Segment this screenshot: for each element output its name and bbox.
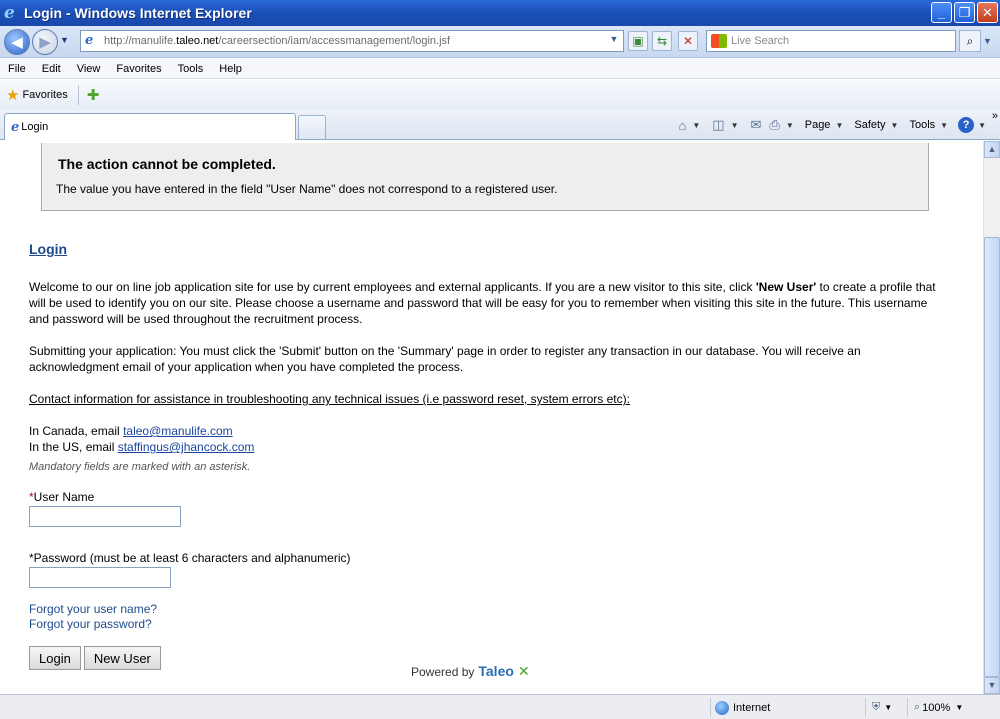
add-to-favorites-bar-icon[interactable]: ✚ (86, 87, 100, 104)
password-label-text: Password (must be at least 6 characters and alphanumeric) (33, 551, 351, 565)
security-zone (710, 698, 865, 717)
stop-button[interactable] (678, 31, 698, 51)
vertical-scrollbar[interactable] (983, 141, 1000, 694)
powered-by-footer (411, 663, 530, 680)
feeds-icon[interactable]: ◫ (712, 117, 725, 132)
refresh-button[interactable] (652, 31, 672, 51)
welcome-text-start: Welcome to our on line job application site for use by current employees and external applicants. If you are a new visitor to this site, click (29, 280, 756, 294)
page-menu-dropdown[interactable]: ▼ (835, 120, 844, 130)
print-dropdown[interactable]: ▼ (785, 120, 794, 130)
canada-email-link[interactable]: taleo@manulife.com (123, 424, 233, 438)
back-button[interactable] (4, 29, 30, 55)
menu-tools[interactable]: Tools (177, 62, 204, 75)
window-title-bar (0, 0, 1000, 26)
error-message: The value you have entered in the field "User Name" does not correspond to a registered user. (56, 182, 558, 196)
required-asterisk: * (29, 490, 34, 504)
feeds-dropdown[interactable]: ▼ (730, 120, 739, 130)
zoom-control[interactable] (907, 698, 987, 717)
scroll-down-arrow-icon[interactable]: ▼ (984, 677, 1000, 694)
url-path: /careersection/iam/accessmanagement/login.jsf (218, 35, 451, 47)
favorites-separator (78, 85, 79, 105)
login-button[interactable]: Login (29, 646, 81, 670)
forward-arrow-icon: ▶ (39, 34, 51, 51)
globe-icon (715, 701, 729, 715)
zoom-dropdown: ▼ (955, 703, 964, 712)
url-host: taleo.net (176, 35, 219, 47)
welcome-text-end: to create a profile that will be used to identify you on our site. Please choose a username and password that will be easy for you to remember when visiting this site in the future. This username and password will be used throughout the recruitment process. (29, 280, 936, 326)
zoom-magnifier-icon: ⌕ (914, 701, 921, 713)
menu-help[interactable]: Help (219, 62, 242, 75)
powered-by-text: Powered by (411, 665, 475, 679)
menu-file[interactable]: File (8, 62, 26, 75)
tools-menu-dropdown[interactable]: ▼ (940, 120, 949, 130)
minimize-button[interactable]: _ (931, 2, 952, 23)
tab-label: Login (21, 121, 49, 133)
window-title: Login - Windows Internet Explorer (24, 5, 252, 21)
protected-mode-indicator[interactable] (865, 698, 907, 717)
welcome-new-user-emphasis: 'New User' (755, 280, 817, 294)
tab-page-icon: e (11, 119, 20, 135)
stop-icon: ✕ (682, 34, 694, 48)
tab-login[interactable] (4, 113, 296, 140)
favorites-star-icon: ★ (6, 87, 20, 104)
recent-pages-dropdown[interactable]: ▼ (60, 35, 69, 45)
help-icon[interactable]: ? (958, 117, 974, 133)
menu-view[interactable]: View (76, 62, 101, 75)
welcome-paragraph (29, 279, 949, 327)
close-window-button[interactable]: ✕ (977, 2, 998, 23)
login-content (29, 241, 949, 670)
tools-menu[interactable]: Tools (909, 119, 936, 131)
print-icon[interactable]: ⎙ (769, 117, 780, 132)
toolbar-overflow-icon[interactable]: » (991, 110, 998, 122)
password-label (29, 550, 949, 566)
username-label-text: User Name (33, 490, 95, 504)
error-title: The action cannot be completed. (58, 156, 276, 172)
page-viewport (0, 141, 983, 694)
taleo-logo: Taleo (478, 663, 514, 679)
address-field[interactable] (80, 30, 624, 52)
us-prefix: In the US, email (29, 440, 118, 454)
window-controls (931, 2, 998, 23)
tab-row (0, 110, 1000, 140)
forgot-username-link[interactable]: Forgot your user name? (29, 602, 158, 616)
canada-prefix: In Canada, email (29, 424, 124, 438)
status-bar (0, 694, 1000, 719)
forgot-links (29, 602, 949, 632)
taleo-logo-mark-icon: ✕ (517, 663, 530, 679)
canada-contact (29, 423, 949, 439)
read-mail-icon[interactable]: ✉ (750, 117, 762, 132)
refresh-icon: ⇆ (656, 34, 668, 48)
forward-button[interactable] (32, 29, 58, 55)
required-asterisk: * (29, 551, 34, 565)
help-dropdown[interactable]: ▼ (978, 120, 986, 130)
protected-mode-dropdown: ▼ (884, 703, 893, 712)
scroll-up-arrow-icon[interactable]: ▲ (984, 141, 1000, 158)
mandatory-note: Mandatory fields are marked with an asterisk. (29, 461, 251, 473)
submitting-paragraph: Submitting your application: You must click the 'Submit' button on the 'Summary' page in order to register any transaction in our database. You will receive an acknowledgment email of your application when you have completed the process. (29, 344, 861, 374)
search-placeholder: Live Search (731, 35, 790, 47)
us-email-link[interactable]: staffingus@jhancock.com (117, 440, 255, 454)
contact-emails (29, 423, 949, 455)
new-tab-button[interactable] (298, 115, 326, 139)
page-title: Login (29, 241, 68, 257)
menu-bar (0, 59, 1000, 79)
username-input[interactable] (29, 506, 181, 527)
home-icon[interactable]: ⌂ (678, 117, 687, 133)
zoom-level: 100% (922, 701, 951, 714)
safety-menu-dropdown[interactable]: ▼ (890, 120, 899, 130)
menu-favorites[interactable]: Favorites (116, 62, 162, 75)
shield-icon: ⛨ (872, 701, 881, 713)
menu-edit[interactable]: Edit (41, 62, 61, 75)
favorites-button[interactable]: Favorites (22, 89, 68, 101)
forgot-password-link[interactable]: Forgot your password? (29, 617, 152, 631)
favorites-bar (0, 80, 1000, 110)
username-label (29, 489, 949, 505)
url-prefix: http://manulife. (104, 35, 177, 47)
us-contact (29, 439, 949, 455)
password-input[interactable] (29, 567, 171, 588)
magnifier-icon: ⌕ (966, 34, 974, 48)
search-input[interactable] (706, 30, 956, 52)
maximize-button[interactable]: ❐ (954, 2, 975, 23)
back-arrow-icon: ◀ (11, 34, 23, 51)
page-icon: e (85, 33, 94, 48)
new-user-button[interactable]: New User (84, 646, 161, 670)
contact-heading: Contact information for assistance in troubleshooting any technical issues (i.e password reset, system errors etc): (29, 392, 630, 406)
page-menu[interactable]: Page (804, 119, 831, 131)
command-bar (677, 114, 993, 136)
address-dropdown-icon[interactable]: ▼ (609, 34, 619, 44)
home-dropdown[interactable]: ▼ (692, 120, 701, 130)
zone-label: Internet (733, 701, 771, 714)
compatibility-view-button[interactable] (628, 31, 648, 51)
safety-menu[interactable]: Safety (854, 119, 886, 131)
compat-icon: ▣ (632, 34, 644, 48)
search-options-dropdown[interactable]: ▼ (983, 36, 992, 46)
address-toolbar (0, 26, 1000, 58)
live-search-logo-icon (711, 34, 727, 48)
error-message-box (41, 143, 929, 211)
scroll-thumb[interactable] (984, 237, 1000, 677)
ie-logo-icon: e (4, 3, 15, 23)
search-button[interactable] (959, 30, 981, 52)
